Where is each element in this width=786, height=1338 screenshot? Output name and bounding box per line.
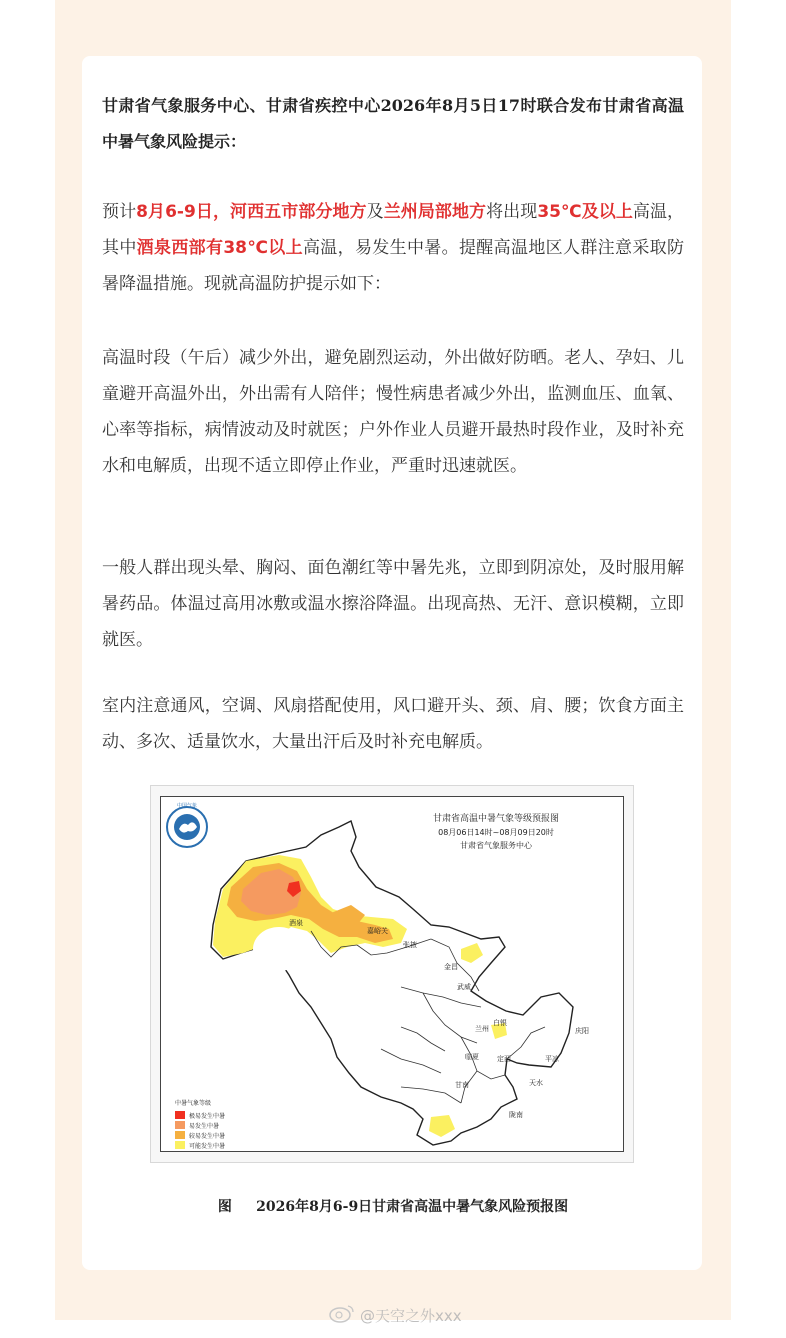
city-tianshui: 天水 [529, 1079, 543, 1087]
city-wuwei: 武威 [457, 983, 471, 991]
map-frame [160, 796, 624, 1152]
city-longnan: 陇南 [509, 1111, 523, 1119]
intro-heading: 甘肃省气象服务中心、甘肃省疾控中心2026年8月5日17时联合发布甘肃省高温中暑气象风险提示： [102, 96, 684, 151]
city-linxia: 临夏 [465, 1053, 479, 1061]
city-baiyin: 白银 [493, 1019, 507, 1027]
map-period: 08月06日14时~08月09日20时 [438, 828, 554, 837]
forecast-area-hexi: 河西五市部分地方 [230, 202, 367, 222]
city-jinchang: 金昌 [444, 963, 458, 971]
tip-paragraph-2: 一般人群出现头晕、胸闷、面色潮红等中暑先兆，立即到阴凉处，及时服用解暑药品。体温过高用冰敷或温水擦浴降温。出现高热、无汗、意识模糊，立即就医。 [102, 558, 684, 650]
figure-caption: 图 2026年8月6-9日甘肃省高温中暑气象风险预报图 [217, 1199, 569, 1215]
forecast-area-lanzhou: 兰州局部地方 [383, 202, 487, 222]
city-lanzhou: 兰州 [475, 1025, 489, 1033]
forecast-text-3: 高温，易发生中暑。提醒高温地区人群注意采取防暑降温措施。现就高温防护提示如下： [102, 238, 685, 294]
watermark-text: @天空之外xxx [360, 1307, 462, 1325]
legend-label-4: 可能发生中暑 [189, 1143, 226, 1150]
city-zhangye: 张掖 [403, 941, 417, 949]
map-title: 甘肃省高温中暑气象等级预报图 [432, 814, 560, 824]
legend-swatch-4 [175, 1141, 185, 1149]
forecast-text-2: 高温，其中 [102, 202, 685, 258]
legend-label-1: 极易发生中暑 [189, 1113, 226, 1120]
city-qingyang: 庆阳 [575, 1027, 589, 1035]
legend-swatch-3 [175, 1131, 185, 1139]
legend-label-3: 较易发生中暑 [189, 1133, 226, 1140]
forecast-text: 预计 [102, 202, 137, 222]
legend-label-2: 易发生中暑 [189, 1123, 220, 1130]
tip-paragraph-3: 室内注意通风，空调、风扇搭配使用，风口避开头、颈、肩、腰；饮食方面主动、多次、适量饮水，大量出汗后及时补充电解质。 [102, 696, 684, 752]
legend-swatch-1 [175, 1111, 185, 1119]
city-pingliang: 平凉 [545, 1055, 559, 1063]
city-jiayuguan: 嘉峪关 [367, 927, 388, 935]
forecast-paragraph [102, 194, 684, 302]
gansu-map-svg [161, 797, 623, 1151]
forecast-will: 将出现 [486, 202, 538, 222]
cma-logo [167, 807, 207, 847]
tip-paragraph-1: 高温时段（午后）减少外出，避免剧烈运动，外出做好防晒。老人、孕妇、儿童避开高温外出，外出需有人陪伴；慢性病患者减少外出，监测血压、血氧、心率等指标，病情波动及时就医；户外作业人员避开最热时段作业，及时补充水和电解质，出现不适立即停止作业，严重时迅速就医。 [102, 348, 684, 476]
forecast-and: 及 [366, 202, 384, 222]
forecast-temp: 35℃及以上 [537, 202, 633, 222]
forecast-date: 8月6-9日 [136, 202, 213, 222]
map-legend [175, 1099, 225, 1150]
logo-text: 中国气象 [177, 803, 198, 809]
legend-title: 中暑气象等级 [175, 1100, 212, 1107]
forecast-hot-area: 酒泉西部有38℃以上 [136, 238, 303, 258]
forecast-map-image [150, 785, 634, 1163]
city-gannan: 甘南 [455, 1081, 469, 1089]
city-dingxi: 定西 [497, 1055, 511, 1063]
forecast-comma: ， [212, 202, 231, 222]
legend-swatch-2 [175, 1121, 185, 1129]
map-issuer: 甘肃省气象服务中心 [460, 841, 532, 850]
weibo-icon [328, 1303, 356, 1323]
city-jiuquan: 酒泉 [289, 919, 303, 927]
